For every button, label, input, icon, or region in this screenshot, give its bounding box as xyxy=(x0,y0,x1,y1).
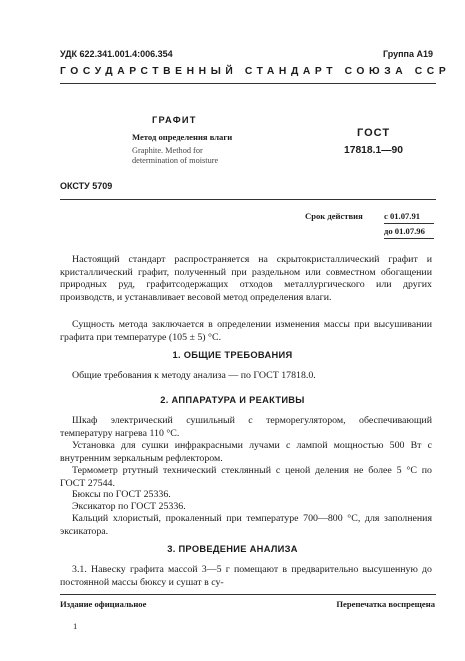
apparatus-item: Бюксы по ГОСТ 25336. xyxy=(72,489,171,500)
apparatus-item: Термометр ртутный технический стеклянный с ценой деления не более 5 °С по ГОСТ 27544. xyxy=(60,465,432,489)
footer-rule xyxy=(60,594,436,595)
udk-code: УДК 622.341.001.4:006.354 xyxy=(60,49,173,59)
footer-reprint-notice: Перепечатка воспрещена xyxy=(336,599,435,609)
footer-official-edition: Издание официальное xyxy=(60,599,147,609)
section-general-text: Общие требования к методу анализа — по ГОСТ 17818.0. xyxy=(72,370,316,381)
apparatus-item: Шкаф электрический сушильный с терморегулятором, обеспечивающий температуру нагрева 110 °С. xyxy=(60,415,432,439)
section-heading-apparatus: 2. АППАРАТУРА И РЕАКТИВЫ xyxy=(160,395,305,405)
english-title-line2: determination of moisture xyxy=(132,156,219,165)
intro-paragraph-scope: Настоящий стандарт распространяется на скрытокристаллический графит и кристаллический графит, полученный при раздельном или совместном обогащении природных руд, графитсодержащих отходов металлургического или других производств, и устанавливает весовой метод определения влаги. xyxy=(60,254,432,303)
validity-rule-2 xyxy=(384,238,434,239)
apparatus-item: Кальций хлористый, прокаленный при температуре 700—800 °С, для заполнения эксикатора. xyxy=(60,513,432,537)
gost-label: ГОСТ xyxy=(357,127,391,139)
title-rule xyxy=(60,199,436,200)
method-title: Метод определения влаги xyxy=(132,132,233,142)
english-title-line1: Graphite. Method for xyxy=(132,146,203,155)
apparatus-item: Эксикатор по ГОСТ 25336. xyxy=(72,501,186,512)
validity-to: до 01.07.96 xyxy=(384,226,425,236)
page-number: 1 xyxy=(73,621,78,631)
gost-number: 17818.1—90 xyxy=(344,145,403,156)
document-name: ГРАФИТ xyxy=(152,115,197,125)
header-rule xyxy=(60,83,436,84)
validity-rule-1 xyxy=(384,223,434,224)
section-heading-general: 1. ОБЩИЕ ТРЕБОВАНИЯ xyxy=(172,350,293,360)
apparatus-item: Установка для сушки инфракрасными лучами с лампой мощностью 500 Вт с внутренним зеркальным рефлектором. xyxy=(60,440,432,464)
standard-title: ГОСУДАРСТВЕННЫЙ СТАНДАРТ СОЮЗА ССР xyxy=(60,66,451,77)
intro-paragraph-essence: Сущность метода заключается в определении изменения массы при высушивании графита при температуре (105 ± 5) °С. xyxy=(60,319,432,343)
analysis-paragraph: 3.1. Навеску графита массой 3—5 г помещают в предварительно высушенную до постоянной массы бюксу и сушат в су- xyxy=(60,564,432,588)
validity-from: с 01.07.91 xyxy=(384,211,421,221)
validity-label: Срок действия xyxy=(305,211,363,221)
okstu-code: ОКСТУ 5709 xyxy=(60,181,113,191)
group-code: Группа А19 xyxy=(382,49,433,59)
section-heading-analysis: 3. ПРОВЕДЕНИЕ АНАЛИЗА xyxy=(167,544,298,554)
